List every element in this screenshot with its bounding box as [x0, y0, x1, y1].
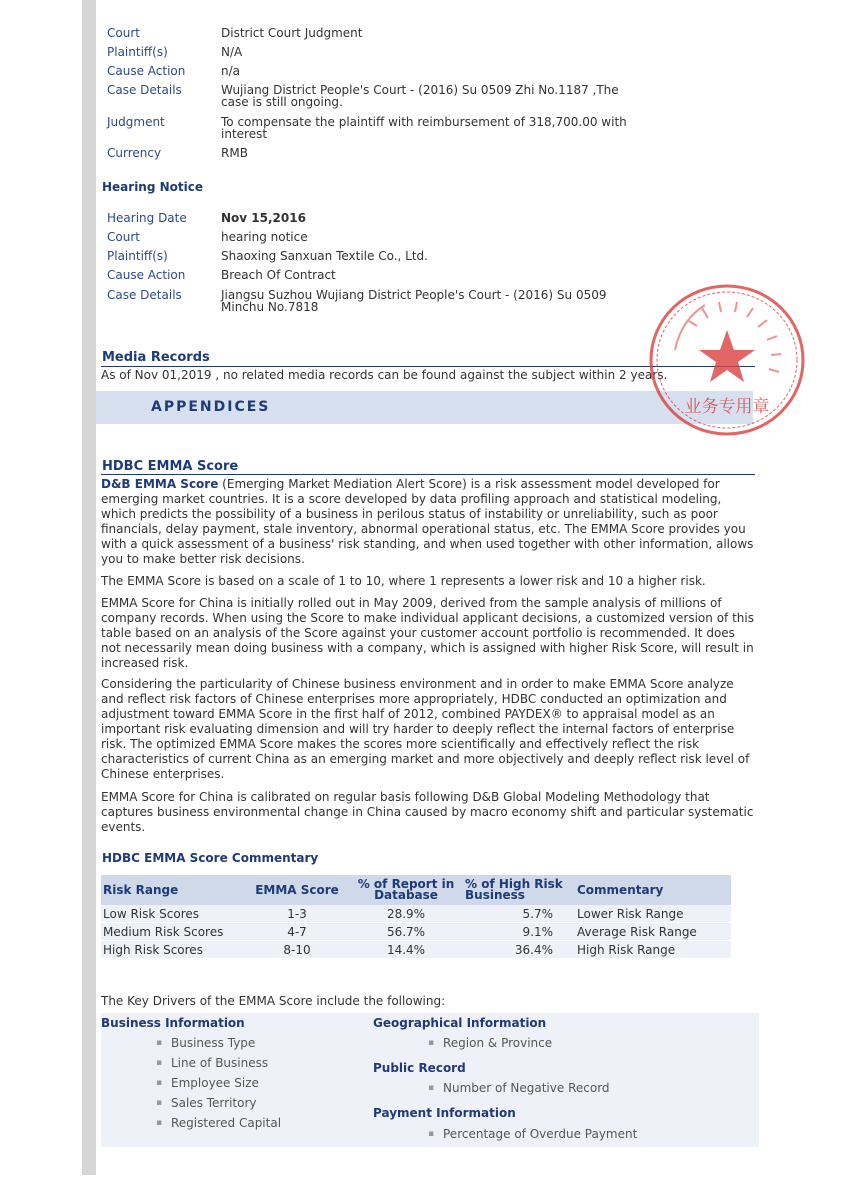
seal-star-icon — [699, 330, 755, 382]
hearing-plaintiff-label: Plaintiff(s) — [107, 249, 168, 263]
cell-report-pct: 14.4% — [349, 941, 463, 959]
th-risk-range: Risk Range — [101, 875, 245, 905]
case-details-label: Case Details — [107, 83, 182, 97]
th-report-pct: % of Report in Database — [349, 875, 463, 905]
emma-commentary-table — [101, 875, 731, 959]
cell-score: 1-3 — [245, 905, 349, 923]
cell-commentary: Lower Risk Range — [575, 905, 731, 923]
hearing-notice-title: Hearing Notice — [102, 180, 204, 194]
emma-rule — [101, 474, 755, 475]
commentary-title: HDBC EMMA Score Commentary — [102, 851, 319, 865]
list-item: ▪ Registered Capital — [171, 1116, 281, 1130]
cell-report-pct: 28.9% — [349, 905, 463, 923]
cell-commentary: Average Risk Range — [575, 923, 731, 941]
table-row — [101, 923, 731, 941]
payment-info-title: Payment Information — [373, 1106, 516, 1120]
hearing-date-value: Nov 15,2016 — [221, 211, 306, 225]
list-item: ▪ Employee Size — [171, 1076, 259, 1090]
media-records-title: Media Records — [102, 350, 210, 365]
hearing-details-label: Case Details — [107, 288, 182, 302]
table-row — [101, 905, 731, 923]
case-court-label: Court — [107, 26, 140, 40]
emma-paragraph-1 — [101, 477, 756, 567]
cell-report-pct: 56.7% — [349, 923, 463, 941]
company-seal-stamp — [647, 280, 807, 440]
hearing-cause-value: Breach Of Contract — [221, 268, 336, 282]
cell-range: High Risk Scores — [101, 941, 245, 959]
emma-title: HDBC EMMA Score — [102, 459, 239, 474]
appendices-title: APPENDICES — [151, 399, 271, 415]
emma-paragraph-5: EMMA Score for China is calibrated on regular basis following D&B Global Modeling Methodology that captures business environmental change in China caused by macro economy shift and particular systematic events. — [101, 790, 754, 834]
list-item: ▪ Percentage of Overdue Payment — [443, 1127, 637, 1141]
seal-bottom-text: 业务专用章 — [684, 397, 770, 417]
case-details-value: Wujiang District People's Court - (2016) Su 0509 Zhi No.1187 ,The case is still ongoing. — [221, 83, 619, 109]
table-row — [101, 941, 731, 959]
cell-high-risk-pct: 5.7% — [463, 905, 575, 923]
left-margin-bar — [82, 0, 96, 1175]
case-judgment-label: Judgment — [107, 115, 165, 129]
th-high-risk-pct: % of High Risk Business — [463, 875, 575, 905]
hearing-court-label: Court — [107, 230, 140, 244]
case-currency-label: Currency — [107, 146, 162, 160]
list-item: ▪ Business Type — [171, 1036, 255, 1050]
list-item: ▪ Region & Province — [443, 1036, 552, 1050]
th-emma-score: EMMA Score — [245, 875, 349, 905]
cell-range: Low Risk Scores — [101, 905, 245, 923]
cell-commentary: High Risk Range — [575, 941, 731, 959]
hearing-date-label: Hearing Date — [107, 211, 187, 225]
hearing-details-value: Jiangsu Suzhou Wujiang District People's Court - (2016) Su 0509 Minchu No.7818 — [221, 288, 607, 314]
case-plaintiff-label: Plaintiff(s) — [107, 45, 168, 59]
hearing-court-value: hearing notice — [221, 230, 308, 244]
case-judgment-value: To compensate the plaintiff with reimbursement of 318,700.00 with interest — [221, 115, 627, 141]
cell-score: 4-7 — [245, 923, 349, 941]
emma-paragraph-3: EMMA Score for China is initially rolled out in May 2009, derived from the sample analysis of millions of company records. When using the Score to make individual applicant decisions, a customized version of this table based on an analysis of the Score against your customer account portfolio is recommended. It does not necessarily mean doing business with a company, which is assigned with higher Risk Score, will result in increased risk. — [101, 596, 754, 670]
emma-p1-text: (Emerging Market Mediation Alert Score) is a risk assessment model developed for emerging market countries. It is a score developed by data profiling approach and statistical modeling, which predicts the possibility of a business in perilous status of instability or unreliability, such as poor financials, delay payment, stale inventory, abnormal operational status, etc. The EMMA Score provides you with a quick assessment of a business' risk standing, and when used together with other information, allows you to make better risk decisions. — [101, 477, 754, 566]
list-item: ▪ Number of Negative Record — [443, 1081, 610, 1095]
business-info-title: Business Information — [101, 1016, 245, 1030]
hearing-plaintiff-value: Shaoxing Sanxuan Textile Co., Ltd. — [221, 249, 428, 263]
case-cause-label: Cause Action — [107, 64, 186, 78]
drivers-intro: The Key Drivers of the EMMA Score include the following: — [101, 994, 446, 1008]
case-court-value: District Court Judgment — [221, 26, 363, 40]
cell-range: Medium Risk Scores — [101, 923, 245, 941]
list-item: ▪ Sales Territory — [171, 1096, 257, 1110]
emma-paragraph-2: The EMMA Score is based on a scale of 1 to 10, where 1 represents a lower risk and 10 a higher risk. — [101, 574, 706, 588]
cell-high-risk-pct: 9.1% — [463, 923, 575, 941]
emma-bold-lead: D&B EMMA Score — [101, 477, 219, 491]
cell-high-risk-pct: 36.4% — [463, 941, 575, 959]
emma-paragraph-4: Considering the particularity of Chinese business environment and in order to make EMMA Score analyze and reflect risk factors of Chinese enterprises more appropriately, HDBC conducted an optimization and adjustment toward EMMA Score in the first half of 2012, combined PAYDEX® to appraisal model as an important risk evaluating dimension and will try harder to deeply reflect the internal factors of enterprise risk. The optimized EMMA Score makes the scores more scientifically and effectively reflect the risk characteristics of current China as an emerging market and more objectively and deeply reflect risk level of Chinese enterprises. — [101, 677, 750, 781]
list-item: ▪ Line of Business — [171, 1056, 268, 1070]
drivers-box — [101, 1013, 759, 1147]
case-currency-value: RMB — [221, 146, 248, 160]
case-cause-value: n/a — [221, 64, 241, 78]
table-header-row — [101, 875, 731, 905]
geo-info-title: Geographical Information — [373, 1016, 547, 1030]
media-records-text: As of Nov 01,2019 , no related media records can be found against the subject within 2 years. — [101, 368, 668, 382]
public-record-title: Public Record — [373, 1061, 466, 1075]
cell-score: 8-10 — [245, 941, 349, 959]
case-plaintiff-value: N/A — [221, 45, 243, 59]
th-commentary: Commentary — [575, 875, 731, 905]
hearing-cause-label: Cause Action — [107, 268, 186, 282]
